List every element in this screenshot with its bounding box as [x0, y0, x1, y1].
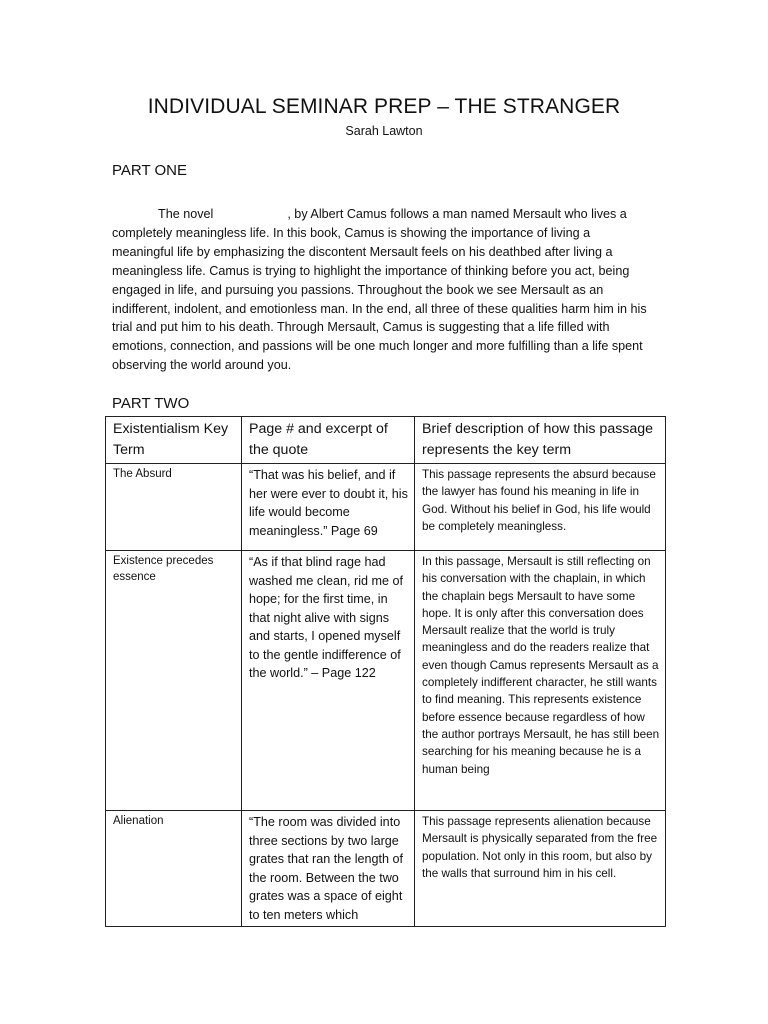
- table-header-row: [106, 417, 666, 464]
- document-title: INDIVIDUAL SEMINAR PREP – THE STRANGER: [147, 95, 621, 118]
- table-row: [106, 464, 666, 551]
- description-cell: In this passage, Mersault is still reflecting on his conversation with the chaplain, in which the chaplain begs Mersault to have some hope. It is only after this conversation does Mersault realize that the world is truly meaningless and do the readers realize that even though Camus represents Mersault as a completely indifferent character, he still wants to find meaning. This represents existence before essence because regardless of how the author portrays Mersault, he has still been searching for his meaning because he is a human being: [415, 551, 666, 811]
- paragraph-body: , by Albert Camus follows a man named Mersault who lives a completely meaningless life. In this book, Camus is showing the importance of living a meaningful life by emphasizing the discontent Mersault feels on his deathbed after living a meaningless life. Camus is trying to highlight the importance of thinking before you act, being engaged in life, and pursuing you passions. Throughout the book we see Mersault as an indifferent, indolent, and emotionless man. In the end, all three of these qualities harm him in his trial and put him to his death. Through Mersault, Camus is suggesting that a life filled with emotions, connection, and passions will be one much longer and more fulfilling than a life spent observing the world around you.: [112, 207, 647, 373]
- header-key-term: Existentialism Key Term: [106, 417, 242, 464]
- description-cell: This passage represents the absurd because the lawyer has found his meaning in life in God. Without his belief in God, his life would be completely meaningless.: [415, 464, 666, 551]
- quote-cell: “That was his belief, and if her were ever to doubt it, his life would become meaningless.” Page 69: [242, 464, 415, 551]
- author-name: Sarah Lawton: [345, 124, 423, 138]
- quote-cell: “As if that blind rage had washed me clean, rid me of hope; for the first time, in that night alive with signs and starts, I opened myself to the gentle indifference of the world.” – Page 122: [242, 551, 415, 811]
- part-one-heading: PART ONE: [112, 162, 188, 179]
- description-cell: This passage represents alienation because Mersault is physically separated from the free population. Not only in this room, but also by the walls that surround him in his cell.: [415, 811, 666, 927]
- paragraph-start: The novel: [158, 207, 214, 221]
- header-page-excerpt: Page # and excerpt of the quote: [242, 417, 415, 464]
- header-description: Brief description of how this passage represents the key term: [415, 417, 666, 464]
- existentialism-table: [105, 416, 666, 927]
- term-cell: Alienation: [106, 811, 242, 927]
- part-two-heading: PART TWO: [112, 395, 190, 412]
- table-row: [106, 551, 666, 811]
- term-cell: The Absurd: [106, 464, 242, 551]
- part-one-paragraph: [112, 205, 652, 375]
- table-row: [106, 811, 666, 927]
- term-cell: Existence precedes essence: [106, 551, 242, 811]
- quote-cell: “The room was divided into three sections by two large grates that ran the length of the room. Between the two grates was a space of eight to ten meters which: [242, 811, 415, 927]
